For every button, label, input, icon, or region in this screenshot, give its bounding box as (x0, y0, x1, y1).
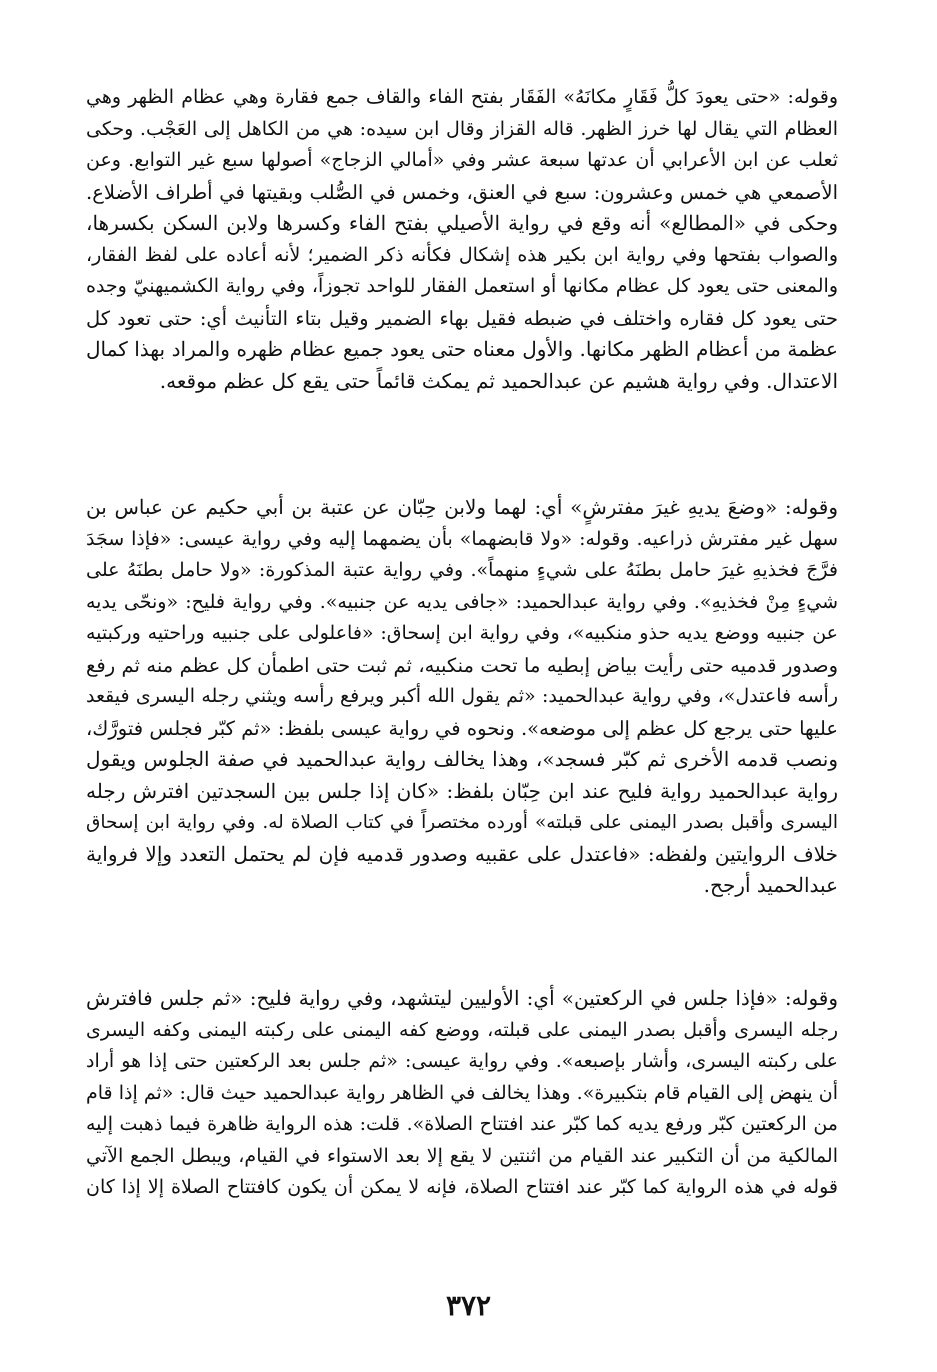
text-line: سهل غير مفترش ذراعيه. وقوله: «ولا قابضهما» بأن يضمهما إليه وفي رواية عيسى: «فإذا سجَدَ (86, 527, 838, 550)
text-line: ثعلب عن ابن الأعرابي أن عدتها سبعة عشر وفي «أمالي الزجاج» أصولها سبع غير التوابع. وعن (86, 149, 838, 171)
text-line: رواية عبدالحميد رواية فليح عند ابن حِبّان بلفظ: «كان إذا جلس بين السجدتين افترش رجله (86, 778, 838, 803)
paragraph-faqar (86, 82, 838, 397)
text-line: وقوله: «حتى يعودَ كلُّ فَقَارٍ مكانَهُ» الفَقَار بفتح الفاء والقاف جمع فقارة وهي عظام الظهر وهي (86, 86, 838, 108)
text-line: وحكى في «المطالع» أنه وقع في رواية الأصيلي بفتح الفاء وكسرها ولابن السكن بكسرها، (86, 211, 838, 235)
text-line: وقوله: «فإذا جلس في الركعتين» أي: الأوليين ليتشهد، وفي رواية فليح: «ثم جلس فافترش (86, 986, 838, 1010)
text-line: من الركعتين كبّر ورفع يديه كما كبّر عند افتتاح الصلاة». قلت: هذه الرواية ظاهرة فيما ذهبت إليه (86, 1113, 838, 1135)
text-line: المالكية من أن التكبير عند القيام من اثنتين لا يقع إلا بعد الاستواء في القيام، ويبطل الجمع الآتي (86, 1144, 838, 1167)
text-line: خلاف الروايتين ولفظه: «فاعتدل على عقبيه وصدور قدميه فإن لم يحتمل التعدد وإلا فرواية (86, 841, 838, 866)
text-line: على ركبته اليسرى، وأشار بإصبعه». وفي رواية عيسى: «ثم جلس بعد الركعتين حتى إذا هو أراد (86, 1050, 838, 1072)
text-line: عظمة من أعظام الظهر مكانها. والأول معناه حتى يعود جميع عظام ظهره والمراد بهذا كمال (86, 337, 838, 361)
text-line: فرَّجَ فخذيهِ غيرَ حامل بطنَهُ على شيءٍ منهماً». وفي رواية عتبة المذكورة: «ولا حامل بطنَهُ على (86, 559, 838, 581)
paragraph-julus-rakatayn (86, 983, 838, 1204)
text-line: الأصمعي هي خمس وعشرون: سبع في العنق، وخمس في الصُّلب وبقيتها في أطراف الأضلاع. (86, 180, 838, 204)
text-line: عليها حتى يرجع كل عظم إلى موضعه». ونحوه في رواية عيسى بلفظ: «ثم كبّر فجلس فتورَّك، (86, 716, 838, 740)
text-line: ونصب قدمه الأخرى ثم كبّر فسجد»، وهذا يخالف رواية عبدالحميد في صفة الجلوس ويقول (86, 747, 838, 771)
page-number: ٣٧٢ (445, 1289, 492, 1322)
text-line: أن ينهض إلى القيام قام بتكبيرة». وهذا يخالف في الظاهر رواية عبدالحميد حيث قال: «ثم إذا قام (86, 1081, 838, 1104)
text-line: رجله اليسرى وأقبل بصدر اليمنى على قبلته، ووضع كفه اليمنى على ركبته اليمنى وكفه اليسرى (86, 1018, 838, 1041)
text-line: عن جنبيه ووضع يديه حذو منكبيه»، وفي رواية ابن إسحاق: «فاعلولى على جنبيه وراحتيه وركبتيه (86, 622, 838, 644)
text-line: حتى يعود كل فقاره واختلف في ضبطه فقيل بهاء الضمير وقيل بتاء التأنيث أي: حتى تعود كل (86, 306, 838, 330)
text-line: رأسه فاعتدل»، وفي رواية عبدالحميد: «ثم يقول الله أكبر ويرفع رأسه ويثني رجله اليسرى فيقعد (86, 685, 838, 707)
text-line: شيءٍ مِنْ فخذيهِ». وفي رواية عبدالحميد: «جافى يديه عن جنبيه». وفي رواية فليح: «ونحّى يديه (86, 590, 838, 613)
text-line: والصواب بفتحها وفي رواية ابن بكير هذه إشكال فكأنه ذكر الضمير؛ لأنه أعاده على لفظ الفقار، (86, 243, 838, 266)
text-line: وصدور قدميه حتى رأيت بياض إبطيه ما تحت منكبيه، ثم ثبت حتى اطمأن كل عظم منه ثم رفع (86, 653, 838, 677)
text-line: قوله في هذه الرواية كما كبّر عند افتتاح الصلاة، فإنه لا يمكن أن يكون كافتتاح الصلاة إلا إذا كان (86, 1176, 838, 1198)
text-line: الاعتدال. وفي رواية هشيم عن عبدالحميد ثم يمكث قائماً حتى يقع كل عظم موقعه. (159, 368, 838, 393)
text-line: عبدالحميد أرجح. (703, 873, 838, 897)
paragraph-wada-yadayh (86, 492, 838, 902)
text-line: العظام التي يقال لها خرز الظهر. قاله القزاز وقال ابن سيده: هي من الكاهل إلى العَجْب. وحكى (86, 117, 838, 140)
text-line: وقوله: «وضعَ يديهِ غيرَ مفترشٍ» أي: لهما ولابن حِبّان عن عتبة بن أبي حكيم عن عباس بن (86, 495, 838, 519)
text-line: والمعنى حتى يعود كل عظام مكانها أو استعمل الفقار للواحد تجوزاً، وفي رواية الكشميهنيّ وجده (86, 275, 838, 297)
text-line: اليسرى وأقبل بصدر اليمنى على قبلته» أورده مختصراً في كتاب الصلاة له. وفي رواية ابن إسحاق (86, 812, 838, 833)
